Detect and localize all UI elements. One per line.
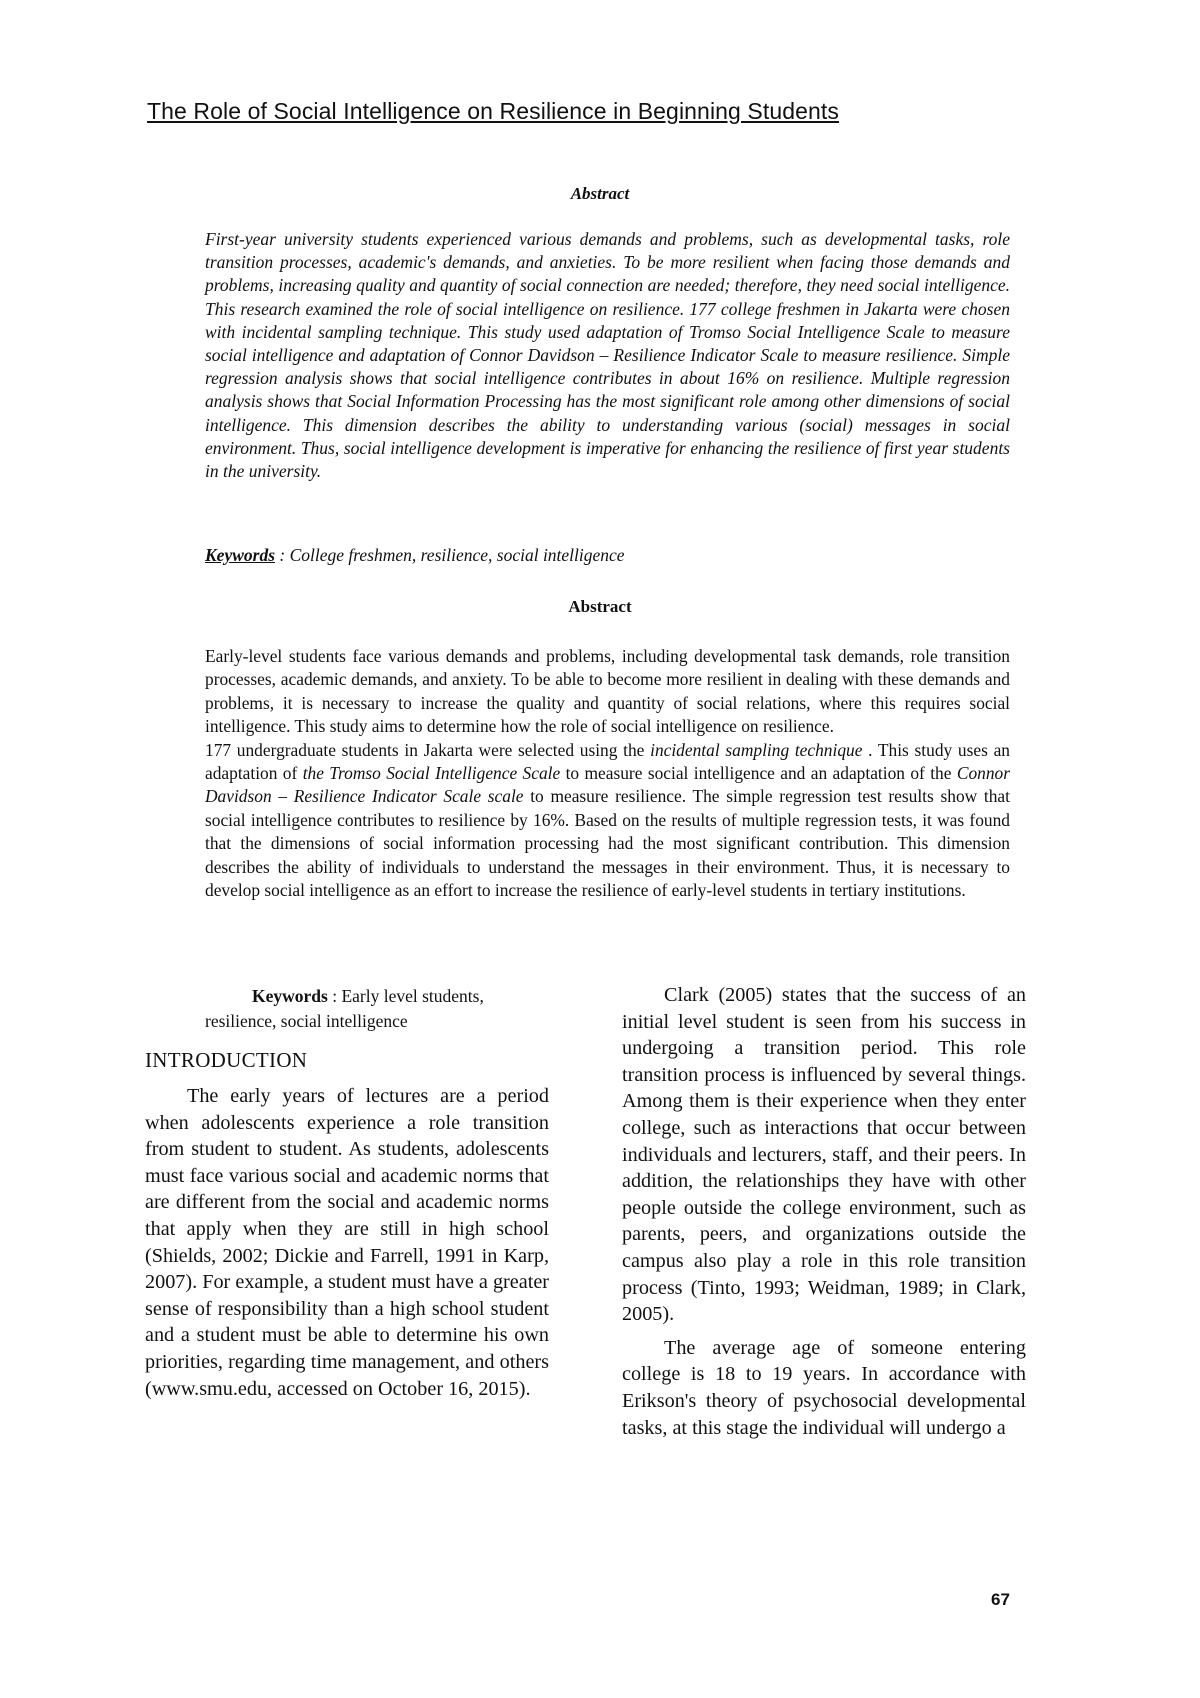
- intro-paragraph-2: Clark (2005) states that the success of an initial level student is seen from his success in undergoing a transition period. This role transition process is influenced by several things. Among them is their experience when they enter college, such as interactions that occur between individuals and lecturers, staff, and their peers. In addition, the relationships they have with other people outside the college environment, such as parents, peers, and organizations outside the campus also play a role in this role transition process (Tinto, 1993; Weidman, 1989; in Clark, 2005).: [622, 984, 1026, 1326]
- abstract-translated-paragraph-1: Early-level students face various demands and problems, including developmental task demands, role transition processes, academic demands, and anxiety. To be able to become more resilient in dealing with these demands and problems, it is necessary to increase the quality and quantity of social relations, where this requires social intelligence. This study aims to determine how the role of social intelligence on resilience.: [205, 646, 1010, 737]
- abstract-italic-term: Connor Davidson – Resilience Indicator Scale scale: [205, 763, 1010, 807]
- keywords-label-english: Keywords: [205, 545, 275, 565]
- abstract-body-english: First-year university students experienced various demands and problems, such as developmental tasks, role transition processes, academic's demands, and anxieties. To be more resilient when facing those demands and problems, increasing quality and quantity of social connection are needed; therefore, they need social intelligence. This research examined the role of social intelligence on resilience. 177 college freshmen in Jakarta were chosen with incidental sampling technique. This study used adaptation of Tromso Social Intelligence Scale to measure social intelligence and adaptation of Connor Davidson – Resilience Indicator Scale to measure resilience. Simple regression analysis shows that social intelligence contributes in about 16% on resilience. Multiple regression analysis shows that Social Information Processing has the most significant role among other dimensions of social intelligence. This dimension describes the ability to understanding various (social) messages in social environment. Thus, social intelligence development is imperative for enhancing the resilience of first year students in the university.: [205, 229, 1010, 482]
- keywords-english: [205, 545, 625, 566]
- page-number: 67: [991, 1590, 1010, 1609]
- abstract-text-span: to measure social intelligence and an adaptation of the: [560, 763, 957, 784]
- abstract-heading-translated: Abstract: [568, 597, 632, 616]
- right-column: [622, 982, 1026, 1441]
- abstract-translated-paragraph-2: [205, 739, 1010, 903]
- abstract-italic-term: incidental sampling technique: [650, 739, 863, 760]
- keywords-label-translated: Keywords: [252, 986, 328, 1006]
- keywords-list-translated: : Early level students,: [327, 986, 484, 1006]
- keywords-translated: [205, 984, 565, 1034]
- abstract-body-translated: [205, 645, 1010, 902]
- abstract-heading-english: Abstract: [570, 184, 630, 203]
- abstract-italic-term: the Tromso Social Intelligence Scale: [302, 763, 561, 784]
- intro-paragraph-3: The average age of someone entering college is 18 to 19 years. In accordance with Erikson's theory of psychosocial developmental tasks, at this stage the individual will undergo a: [622, 1336, 1026, 1439]
- abstract-text-span: to measure resilience. The simple regression test results show that social intelligence contributes to resilience by 16%. Based on the results of multiple regression tests, it was found that the dimensions of social information processing had the most significant contribution. This dimension describes the ability of individuals to understand the messages in their environment. Thus, it is necessary to develop social intelligence as an effort to increase the resilience of early-level students in tertiary institutions.: [205, 786, 1010, 901]
- paper-title: The Role of Social Intelligence on Resilience in Beginning Students: [147, 98, 840, 124]
- left-column: [145, 1083, 549, 1402]
- introduction-heading: INTRODUCTION: [145, 1048, 308, 1072]
- keywords-translated-line-2: resilience, social intelligence: [205, 1011, 408, 1031]
- intro-paragraph-1: The early years of lectures are a period when adolescents experience a role transition from student to student. As students, adolescents must face various social and academic norms that are different from the social and academic norms that apply when they are still in high school (Shields, 2002; Dickie and Farrell, 1991 in Karp, 2007). For example, a student must have a greater sense of responsibility than a high school student and a student must be able to determine his own priorities, regarding time management, and others (www.smu.edu, accessed on October 16, 2015).: [145, 1085, 549, 1400]
- keywords-list-english: : College freshmen, resilience, social intelligence: [275, 545, 625, 565]
- abstract-text-span: 177 undergraduate students in Jakarta were selected using the: [205, 739, 651, 760]
- abstract-text-span: . This study uses an adaptation of: [205, 739, 1010, 784]
- keywords-translated-line-1: [205, 984, 565, 1009]
